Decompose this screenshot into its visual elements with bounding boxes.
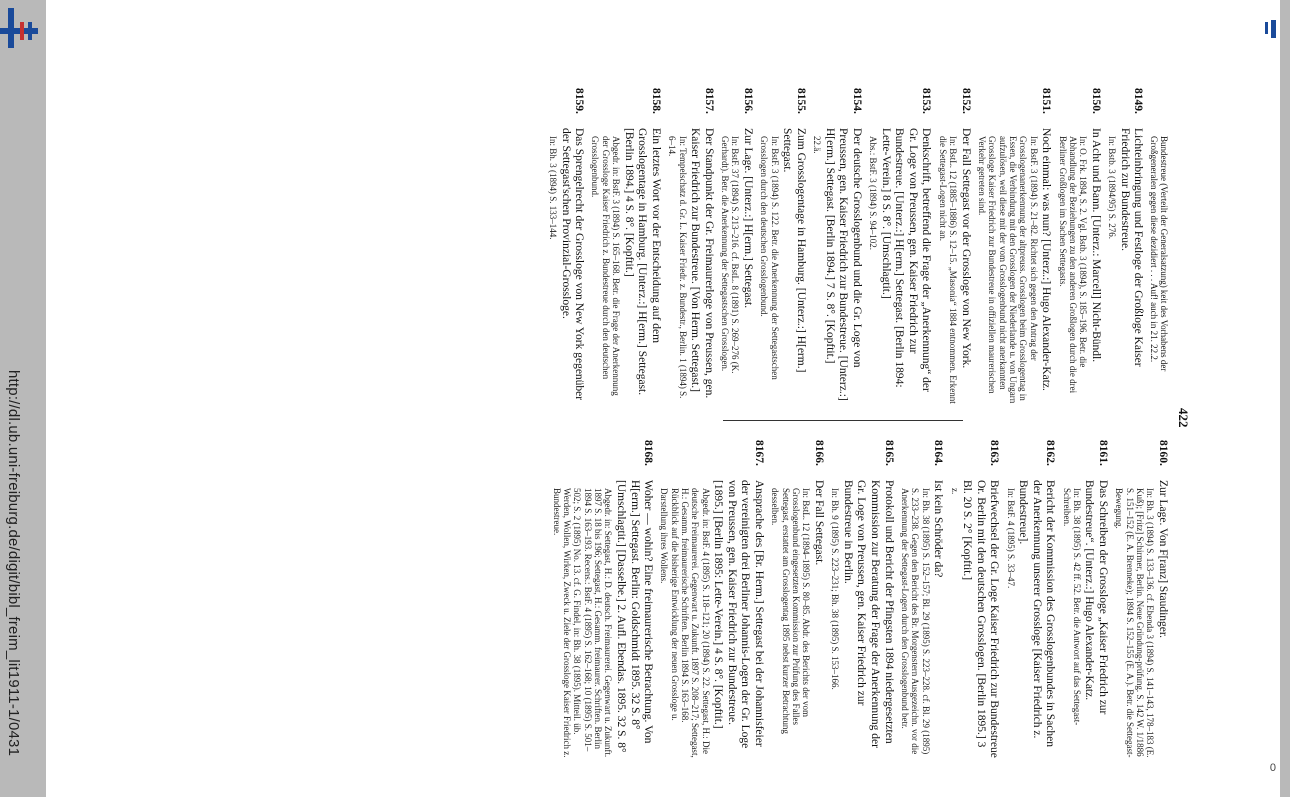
entry-title: Lichteinbringung und Festloge der Großloge Kaiser Friedrich zur Bundestreue.	[1118, 128, 1145, 367]
bibliography-entry	[977, 88, 1053, 408]
entry-title: Ein letztes Wort vor der Entscheidung auf dem Grosslogentage in Hamburg. [Unterz.:] H[erm.] Settegast. [Berlin 1894.] 4 S. 8°. [Kopftit.]	[622, 128, 662, 396]
entry-note: In: Bh. 3 (1894) S. 133–136. cf. Ebenda 3 (1894) S. 141–143, 178–183 (E. Kuß); [Fritz] Schirmer, Berlin. Neue Gründung-prüfung. S. 142 W. 1/1886 S. 151–152 (E. A. Brenneke); 1894 S. 152–155 (E. A.). Betr. die Settegast-Bewegung.	[1114, 488, 1156, 758]
bibliography-entry	[590, 88, 662, 408]
bibliography-entry	[900, 440, 945, 760]
entry-number: 8162.	[1044, 440, 1057, 466]
entry-number: 8153.	[920, 88, 933, 114]
entry-note: In: O. Frk. 1894, S. 2. Vgl. Bstb. 3 (1894), S. 185–196. Betr. die Abhandlung der Beziehungen zu den anderen Großlogen durch die drei Berliner Großlogen im Sachen Settegasts.	[1057, 136, 1089, 394]
entry-note: Abgedr. in: BstF. 4 (1895) S. 118–121; 20 (1894) S. 22. Settegast, H.: Die deutsche Freimaurerei. Gegenwart u. Zukunft. 1897 S. 208–217; Settegast, H.: Gesamm. freimaurerische Schriften. Berlin 1894 S. 163–168. Rückblick auf die bisherige Entwicklung der neuen Grossloge u. Darstellung ihres Wollens.	[659, 488, 711, 758]
page-marker-secondary-icon	[1265, 22, 1268, 34]
library-logo-icon	[0, 0, 46, 60]
page-marker-icon	[1271, 20, 1276, 38]
bibliography-entry	[937, 88, 971, 408]
entry-title: Protokoll und Bericht der Pfingsten 1894 niedergesetzten Kommission zur Beratung der Frage der Anerkennung der Gr. Loge von Preussen, gen. Kaiser Friedrich zur Bundestreue in Berlin.	[841, 480, 895, 748]
entry-number: 8164.	[932, 440, 945, 466]
source-url[interactable]: http://dl.ub.uni-freiburg.de/digit/bibl_freim_lit1911-1/0431	[5, 370, 22, 757]
entry-number: 8152.	[959, 88, 972, 114]
entry-title: Zur Lage. [Unterz.:] H[erm.] Settegast.	[741, 128, 754, 309]
entry-number: 8157.	[702, 88, 715, 114]
entry-number: 8155.	[794, 88, 807, 114]
entry-number: 8163.	[988, 440, 1001, 466]
entry-title: Der Fall Settegast vor der Grossloge von New York.	[959, 128, 972, 369]
entry-title: Der deutsche Grosslogenbund und die Gr. Loge von Preussen, gen. Kaiser Friedrich zur Bundestreue. [Unterz.:] H[erm.] Settegast. [Berlin 1894.] 7 S. 8°. [Kopftit.]	[823, 128, 863, 401]
bibliography-entry	[830, 440, 895, 760]
left-column	[543, 88, 1169, 408]
entry-title: Woher — wohin? Eine freimaurerische Betrachtung. Von H[erm.] Settegast. Berlin: Goldschmidt 1895. 32 S. 8° [Umschlagtit.] [Dasselbe.] 2. Aufl. Ebendas. 1895. 32 S. 8°	[614, 480, 655, 753]
entry-number: 8165.	[882, 440, 895, 466]
entry-number: 8150.	[1089, 88, 1102, 114]
entry-note: In: BstF. 4 (1895) S. 33–47.	[1005, 488, 1016, 589]
entry-number: 8161.	[1097, 440, 1110, 466]
bibliography-entry	[1107, 88, 1144, 408]
bibliography-entry	[1005, 440, 1056, 760]
entry-note: Abgedr. in: BstF. 3 (1894) S. 165–168. Betr. die Frage der Anerkennung der Grossloge Kaiser Friedrich z. Bundestreue durch den deutschen Grosslogenbund.	[590, 136, 622, 396]
bibliography-entry	[548, 88, 585, 408]
bibliography-entry	[759, 88, 807, 408]
entry-note: In: Bh. 38 (1895) S. 42 ff. 52. Betr. die Antwort auf das Settegast-Schreiben.	[1061, 488, 1082, 726]
entry-number: 8160.	[1157, 440, 1169, 466]
bibliography-entry	[770, 440, 825, 760]
entry-number: 8167.	[753, 440, 766, 466]
scanned-page-area	[150, 88, 1191, 758]
entry-title: Zum Grosslogentage in Hamburg. [Unterz.:] H[erm.] Settegast.	[781, 128, 807, 373]
bibliography-entry	[1114, 440, 1169, 760]
entry-note: In: BstF. 3 (1894) S. 21–82. Richtet sich gegen den Antrag der Grosslogenanerkennung der altpreuss. Grosslogen beim Grosslogentag in Essen, die Verbindung mit den Grosslogen der Niederlande u. von Ungarn aufzulösen, weil diese mit der vom Grosslogenbund nicht anerkannten Grossloge Kaiser Friedrich zur Bundestreue in offiziellen maurerischen Verkehr getreten sind.	[976, 136, 1039, 404]
entry-title: In Acht und Bann. [Unterz.: Marcell] Nicht-Bündl.	[1089, 128, 1102, 363]
entry-number: 8156.	[741, 88, 754, 114]
bottom-mark: 0	[1269, 762, 1276, 774]
entry-title: Ansprache des [Br. Herm.] Settegast bei der Johannisfeier der vereinigten drei Berliner Johannis-Logen der Gr. Loge von Preussen, gen. Kaiser Friedrich zur Bundestreue. [1895.] [Berlin 1895: Lette-Verein.] 4 S. 8°. [Kopftit.]	[712, 480, 766, 749]
entry-note: In: Tempelschatz d. Gr. L. Kaiser Friedr. z. Bundestr., Berlin. 1 (1894) S. 6–14.	[667, 136, 688, 399]
bibliography-entry	[949, 440, 1000, 760]
bibliography-entry	[1057, 88, 1102, 408]
bibliography-entry	[812, 88, 863, 408]
entry-note: In: Bh. 3 (1894) S. 133–144.	[548, 136, 559, 240]
entry-note: In: BstL. 12 (1885–1886) S. 12–15. „Masonia“ 1884 entnommen. Erkennt die Settegast-Logen nicht an.	[937, 136, 959, 404]
entry-note: In: BstL. 12 (1894–1895) S. 80–85. Abdr. des Berichts der vom Grosslogenbund eingesetzten Kommission zur Prüfung des Falles Settegast, erstattet am Grosslogentag 1895 nebst kurzer Betrachtung desselben.	[770, 488, 812, 734]
entry-note: In: BstF. 3 (1894) S. 122. Betr. die Anerkennung der Settegastschen Grosslogen durch den deutschen Grosslogenbund.	[759, 136, 780, 380]
entry-title: Briefwechsel der Gr. Loge Kaiser Friedrich zur Bundestreue Or. Berlin mit den deutschen Grosslogen. [Berlin 1895.] 3 Bl. 20 S. 2° [Kopftit.]	[961, 480, 1001, 758]
left-margin-strip	[0, 0, 46, 797]
entry-number: 8159.	[573, 88, 586, 114]
continuation-text: Bundestreue (Verteilt der Generalsatzung) keit des Vorhabens der Großgeneralen gegen diese dezidiert . . . Auf! auch in 21. 22.2.	[1148, 136, 1169, 372]
entry-title: Der Fall Settegast.	[813, 480, 825, 566]
entry-number: 8154.	[850, 88, 863, 114]
entry-note: z.	[949, 488, 960, 495]
entry-note: In: Bstb. 3 (1894/95) S. 276.	[1107, 136, 1118, 240]
entry-number: 8168.	[642, 440, 655, 466]
entry-title: Das Sprengelrecht der Grossloge von New York gegenüber der Settegast'schen Provinzial-Grossloge.	[559, 128, 586, 401]
entry-note: In: Bh. 38 (1895) S. 152–157; Bl. 29 (1895) S. 223–228. cf. Bl. 29 (1895) S. 233–238. Gegen den Bericht des Br. Morgenstern Ausgezeichn. vor die Anerkennung der Settegast-Logen durch den Grosslogenbund betr.	[899, 488, 931, 755]
entry-number: 8151.	[1040, 88, 1053, 114]
bibliography-entry	[659, 440, 765, 760]
entry-title: Denkschrift, betreffend die Frage der „Anerkennung“ der Gr. Loge von Preussen, gen. Kaiser Friedrich zur Bundestreue. [Unterz.:] H[erm.] Settegast. [Berlin 1894: Lette-Verein.] 8 S. 8°. [Umschlagtit.]	[879, 128, 933, 392]
entry-note: 22.ä.	[812, 136, 823, 154]
entry-title: Der Standpunkt der Gr. Freimaurerloge von Preussen, gen. Kaiser Friedrich zur Bundestreue. [Von Herm. Settegast.]	[689, 128, 715, 399]
entry-title: Ist kein Schröder da?	[932, 480, 945, 578]
entry-title: Das Schreiben der Grossloge „Kaiser Friedrich zur Bundestreue“. [Unterz.:] Hugo Alexander-Katz.	[1083, 480, 1110, 715]
right-column	[546, 440, 1169, 760]
entry-title: Zur Lage. Von F[ranz] Staudinger.	[1157, 480, 1169, 638]
entry-number: 8158.	[649, 88, 662, 114]
page-number: 422	[1176, 408, 1191, 428]
scanned-page	[235, 68, 1195, 768]
entry-number: 8166.	[813, 440, 825, 466]
entry-note: In: Bh. 9 (1895) S. 223–231; Bh. 38 (1895) S. 153–166.	[830, 488, 841, 690]
entry-note: In: BstF. 37 (1894) S. 213–216. cf. BstL. 8 (1891) S. 269–276 (K. Gerhardt). Betr. die Anerkennung der Settegastschen Grosslogen.	[720, 136, 741, 374]
column-divider	[723, 420, 963, 421]
entry-number: 8149.	[1132, 88, 1145, 114]
entry-note: Abs.: BstF. 3 (1894) S. 94–102.	[868, 136, 879, 251]
bibliography-entry	[551, 440, 654, 760]
bibliography-entry	[868, 88, 933, 408]
bibliography-entry	[1061, 440, 1109, 760]
bibliography-entry	[667, 88, 715, 408]
entry-title: Bericht der Kommission des Grosslogenbundes in Sachen der Anerkennung unserer Grossloge [Kaiser Friedrich z. Bundestreue].	[1017, 480, 1057, 748]
bibliography-entry	[720, 88, 754, 408]
entry-note: Abgedr. in: Settegast, H.: D. deutsch. Freimaurerei. Gegenwart u. Zukunft. 1897 S. 18 bis 196; Settegast, H.: Gesamm. freimaurer. Schriften. Berlin 1894 S. 163–193. Recens.: BstF. 4 (1895) S. 162–168; 10 (1895) S. 501–502; S. 2 (1895) No. 13. cf. G. Findel, in: Bh. 38 (1895). Mitteil. üb. Werden, Wollen, Wirken, Zweck u. Ziele der Grossloge Kaiser Friedrich z. Bundestreue.	[551, 488, 614, 758]
right-margin-strip	[1280, 0, 1290, 797]
entry-title: Noch einmal: was nun? [Unterz.:] Hugo Alexander-Katz.	[1040, 128, 1053, 391]
